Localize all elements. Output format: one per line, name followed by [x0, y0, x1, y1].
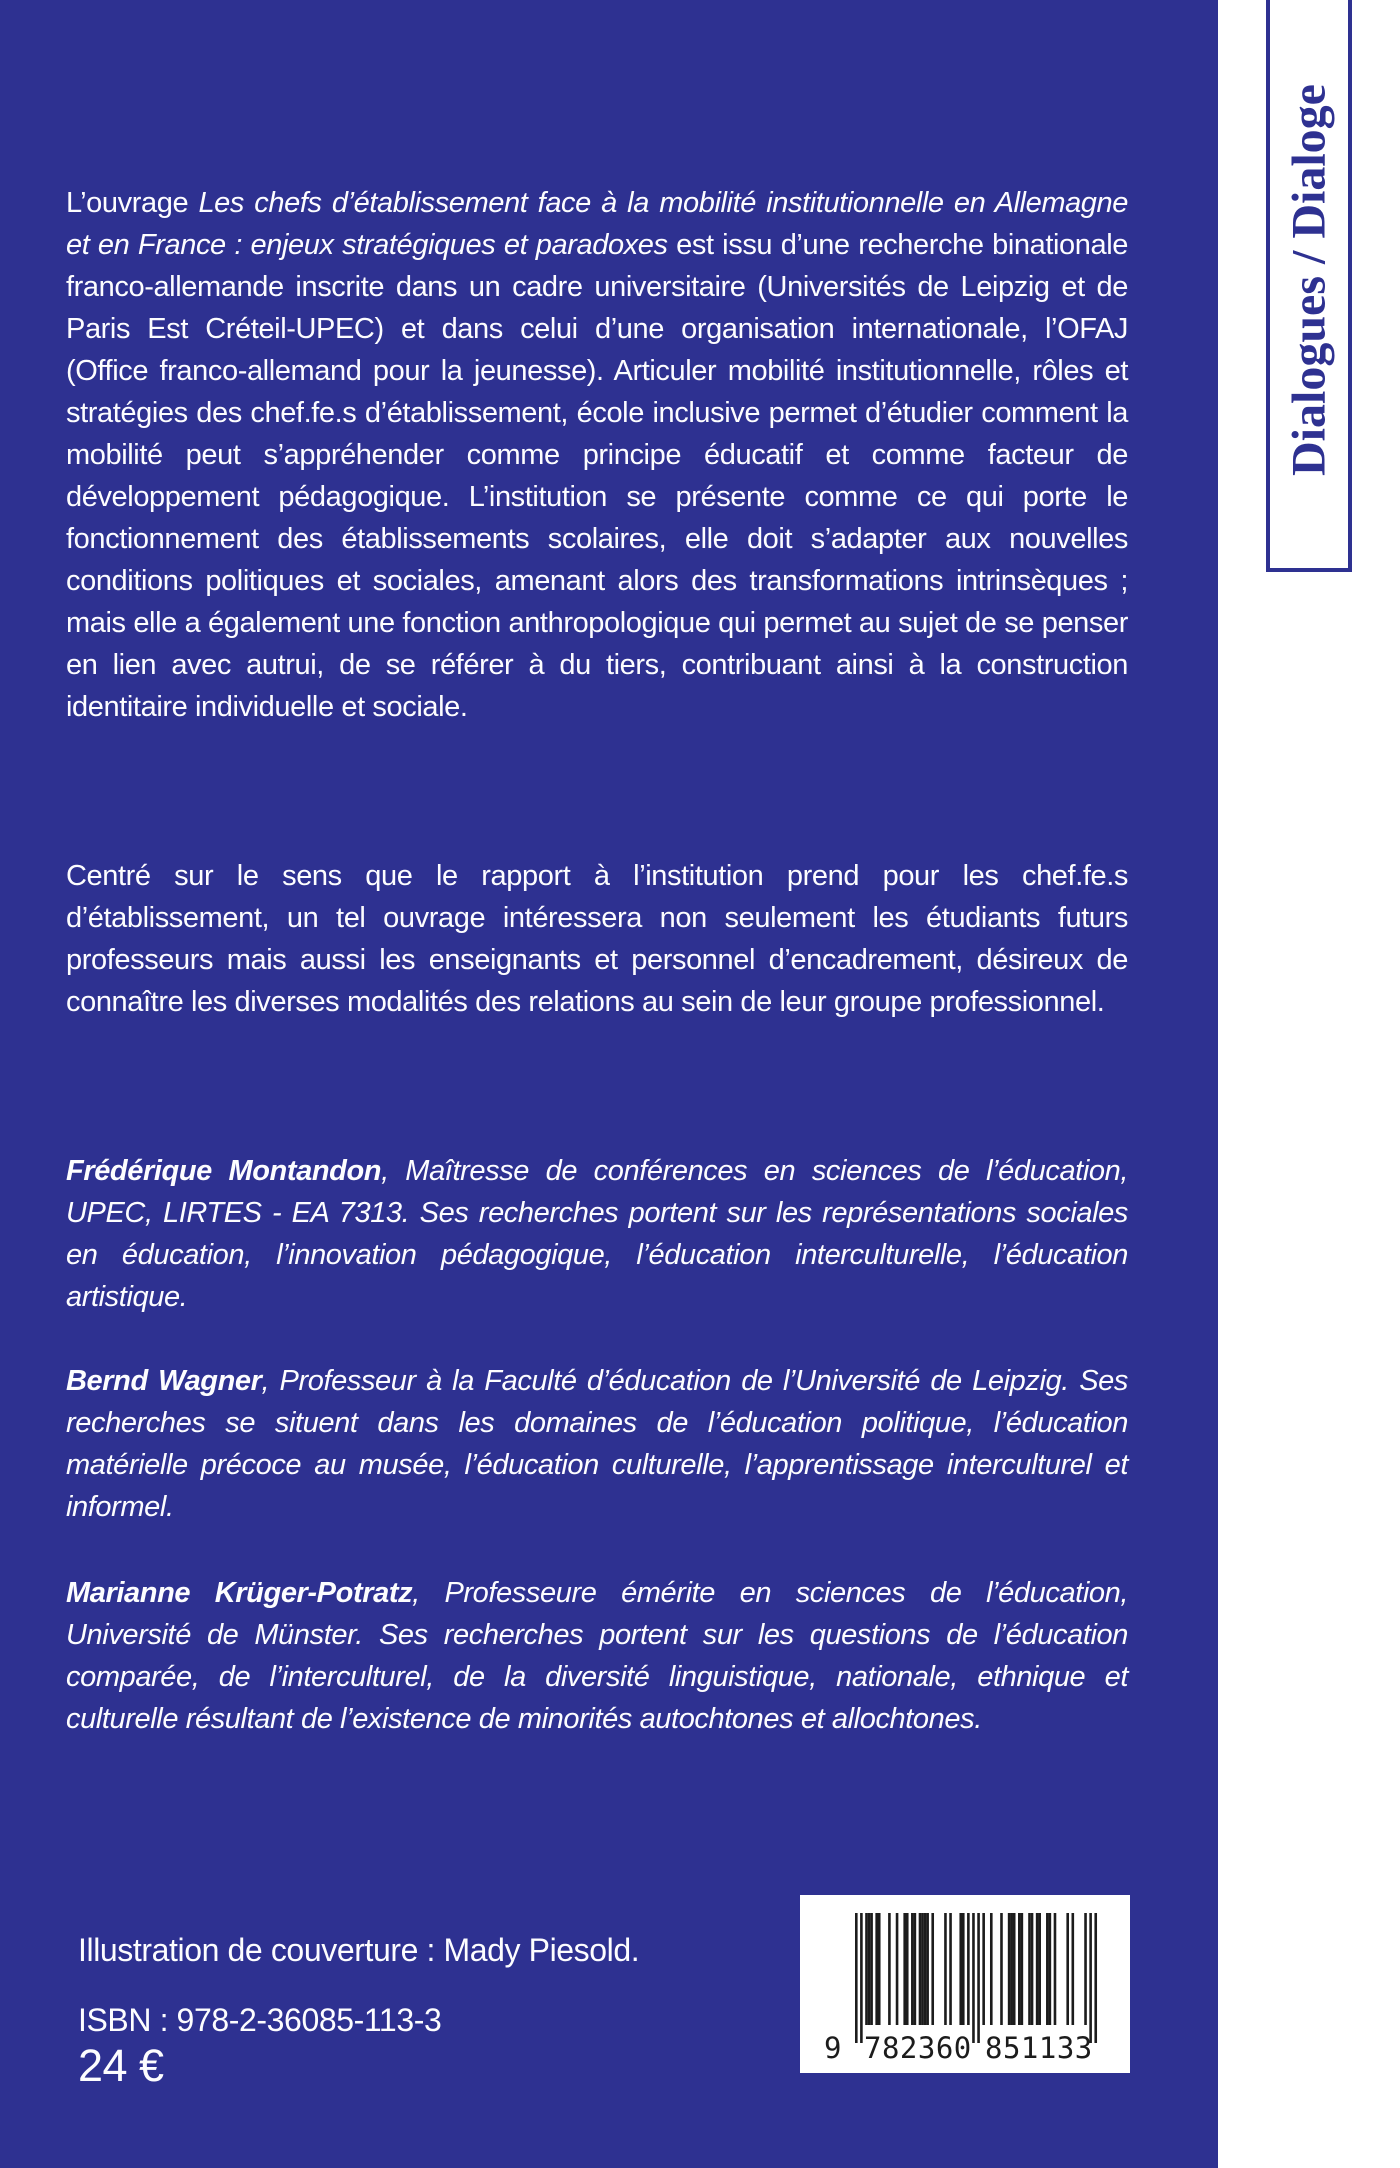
- barcode-digit-group2: 851133: [985, 2031, 1093, 2065]
- cover-illustration-credit: Illustration de couverture : Mady Piesold.: [78, 1932, 640, 1968]
- barcode-digit-lead: 9: [824, 2031, 842, 2065]
- series-title: Dialogues / Dialoge: [1282, 84, 1336, 476]
- text-segment-roman: est issu d’une recherche binationale franco-allemande inscrite dans un cadre universitaire (Universités de Leipzig et de Paris Est Créteil-UPEC) et dans celui d’une organisation internationale, l’OFAJ (Office franco-allemand pour la jeunesse). Articuler mobilité institutionnelle, rôles et stratégies des chef.fe.s d’établissement, école inclusive permet d’étudier comment la mobilité peut s’appréhender comme principe éducatif et comme facteur de développement pédagogique. L’institution se présente comme ce qui porte le fonctionnement des établissements scolaires, elle doit s’adapter aux nouvelles conditions politiques et sociales, amenant alors des transformations intrinsèques ; mais elle a également une fonction anthropologique qui permet au sujet de se penser en lien avec autrui, de se référer à du tiers, contribuant ainsi à la construction identitaire individuelle et sociale.: [66, 229, 1128, 723]
- series-strip: [1218, 0, 1400, 2168]
- text-segment-bolditalic: Marianne Krüger-Potratz: [66, 1577, 413, 1609]
- text-segment-italic: Les chefs d’établissement face à la mobilité institutionnelle en Allemagne et en France : enjeux stratégiques et paradoxes: [66, 187, 1128, 261]
- author-bio-montandon: [66, 1150, 1128, 1318]
- text-segment-roman: L’ouvrage: [66, 187, 199, 219]
- text-segment-bolditalic: Frédérique Montandon: [66, 1155, 382, 1187]
- text-segment-italic: , Professeure émérite en sciences de l’éducation, Université de Münster. Ses recherches portent sur les questions de l’éducation comparée, de l’interculturel, de la diversité linguistique, nationale, ethnique et culturelle résultant de l’existence de minorités autochtones et allochtones.: [66, 1577, 1128, 1735]
- blurb-paragraph-2: Centré sur le sens que le rapport à l’institution prend pour les chef.fe.s d’établissement, un tel ouvrage intéressera non seulement les étudiants futurs professeurs mais aussi les enseignants et personnel d’encadrement, désireux de connaître les diverses modalités des relations au sein de leur groupe professionnel.: [66, 860, 1128, 1018]
- text-segment-bolditalic: Bernd Wagner: [66, 1365, 262, 1397]
- text-segment-italic: , Professeur à la Faculté d’éducation de l’Université de Leipzig. Ses recherches se situent dans les domaines de l’éducation politique, l’éducation matérielle précoce au musée, l’éducation culturelle, l’apprentissage interculturel et informel.: [66, 1365, 1128, 1523]
- author-bio-wagner: [66, 1360, 1128, 1528]
- barcode-digit-group1: 782360: [864, 2031, 972, 2065]
- series-box: [1266, 0, 1352, 572]
- barcode: [800, 1895, 1130, 2073]
- text-segment-italic: , Maîtresse de conférences en sciences de l’éducation, UPEC, LIRTES - EA 7313. Ses recherches portent sur les représentations sociales en éducation, l’innovation pédagogique, l’éducation interculturelle, l’éducation artistique.: [66, 1155, 1128, 1313]
- blurb-paragraph-1: [66, 182, 1128, 728]
- price-text: 24 €: [78, 2040, 164, 2091]
- author-bio-kruger-potratz: [66, 1572, 1128, 1740]
- isbn-text: ISBN : 978-2-36085-113-3: [78, 2002, 442, 2038]
